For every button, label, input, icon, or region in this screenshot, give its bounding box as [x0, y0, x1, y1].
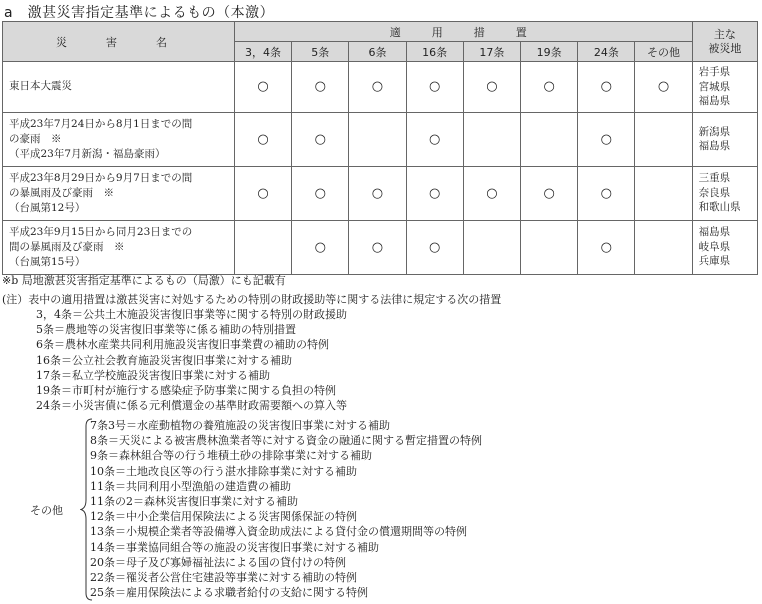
disaster-name-line: （台風第15号） — [9, 255, 86, 268]
region-name: 福島県 — [698, 140, 731, 152]
note-item: 24条＝小災害債に係る元利償還金の基準財政需要額への算入等 — [36, 399, 347, 413]
other-measures-list — [90, 418, 482, 600]
other-measure-item: 11条＝共同利用小型漁船の建造費の補助 — [90, 479, 291, 493]
region-name: 和歌山県 — [698, 201, 741, 214]
other-measure-item: 8条＝天災による被害農林漁業者等に対する資金の融通に関する暫定措置の特例 — [90, 434, 482, 448]
note-item: 5条＝農地等の災害復旧事業等に係る補助の特別措置 — [36, 323, 296, 337]
notes-title: (注）表中の適用措置は激甚災害に対処するための特別の財政援助等に関する法律に規定する次の措置 — [2, 293, 502, 306]
other-measure-item: 13条＝小規模企業者等設備導入資金助成法による貸付金の償還期間等の特例 — [90, 525, 467, 539]
note-item: 17条＝私立学校施設災害復旧事業に対する補助 — [36, 368, 270, 382]
other-measure-item: 25条＝雇用保険法による求職者給付の支給に関する特例 — [90, 586, 368, 600]
region-name: 岩手県 — [698, 66, 731, 78]
disaster-name-line: 平成23年7月24日から8月1日までの間 — [9, 117, 193, 130]
table-row — [3, 166, 758, 220]
applied-mark: ○ — [406, 166, 463, 220]
applied-mark: ○ — [292, 112, 349, 166]
region-header: 主な 被災地 — [692, 22, 757, 62]
notes-list — [36, 307, 347, 413]
applied-mark: ○ — [292, 220, 349, 274]
applied-mark: ○ — [349, 220, 406, 274]
region-cell — [692, 62, 757, 113]
applied-mark: ○ — [578, 220, 635, 274]
note-item: 6条＝農林水産業共同利用施設災害復旧事業費の補助の特例 — [36, 338, 329, 352]
disaster-name-line: 平成23年8月29日から9月7日までの間 — [9, 171, 193, 184]
table-row — [3, 62, 758, 113]
other-measure-item: 22条＝罹災者公営住宅建設等事業に対する補助の特例 — [90, 571, 357, 585]
measure-col-header: 16条 — [406, 42, 463, 62]
disaster-name-cell — [3, 112, 235, 166]
disaster-name-line: （台風第12号） — [9, 201, 86, 214]
region-name: 福島県 — [698, 226, 731, 239]
other-label: その他 — [30, 504, 63, 517]
disaster-name-line: （平成23年7月新潟・福島豪雨） — [9, 147, 166, 160]
region-cell — [692, 166, 757, 220]
note-item: 19条＝市町村が施行する感染症予防事業に関する負担の特例 — [36, 384, 336, 398]
empty-cell — [635, 220, 692, 274]
region-name: 兵庫県 — [698, 255, 731, 268]
region-name: 三重県 — [698, 172, 731, 185]
empty-cell — [521, 112, 578, 166]
region-cell — [692, 220, 757, 274]
other-measure-item: 12条＝中小企業信用保険法による災害関係保証の特例 — [90, 510, 357, 524]
disaster-name-header: 災 害 名 — [3, 22, 235, 62]
empty-cell — [521, 220, 578, 274]
empty-cell — [635, 112, 692, 166]
applied-mark: ○ — [578, 62, 635, 113]
other-measure-item: 14条＝事業協同組合等の施設の災害復旧事業に対する補助 — [90, 540, 379, 554]
footnote: ※b 局地激甚災害指定基準によるもの（局激）にも記載有 — [2, 274, 286, 287]
applied-mark: ○ — [406, 220, 463, 274]
region-name: 新潟県 — [698, 125, 731, 138]
applied-mark: ○ — [406, 112, 463, 166]
applied-mark: ○ — [635, 62, 692, 113]
applied-mark: ○ — [349, 166, 406, 220]
measure-col-header: 3，4条 — [234, 42, 291, 62]
table-row — [3, 220, 758, 274]
empty-cell — [234, 220, 291, 274]
region-name: 福島県 — [698, 95, 731, 107]
empty-cell — [463, 220, 520, 274]
empty-cell — [635, 166, 692, 220]
other-measure-item: 11条の2＝森林災害復旧事業に対する補助 — [90, 495, 298, 509]
empty-cell — [349, 112, 406, 166]
note-item: 16条＝公立社会教育施設災害復旧事業に対する補助 — [36, 353, 292, 367]
applied-mark: ○ — [578, 166, 635, 220]
other-measures-block — [30, 418, 750, 604]
region-name: 岐阜県 — [698, 240, 731, 253]
measures-table — [2, 21, 758, 275]
measure-col-header: 19条 — [521, 42, 578, 62]
applied-mark: ○ — [234, 112, 291, 166]
applied-mark: ○ — [521, 62, 578, 113]
applied-mark: ○ — [521, 166, 578, 220]
applied-mark: ○ — [463, 62, 520, 113]
disaster-name-line: 東日本大震災 — [9, 80, 72, 93]
measure-col-header: 5条 — [292, 42, 349, 62]
measure-col-header: 6条 — [349, 42, 406, 62]
measure-col-header: その他 — [635, 42, 692, 62]
applied-mark: ○ — [349, 62, 406, 113]
applied-mark: ○ — [463, 166, 520, 220]
disaster-name-line: 間の暴風雨及び豪雨 ※ — [9, 240, 125, 253]
table-row — [3, 112, 758, 166]
other-measure-item: 20条＝母子及び寡婦福祉法による国の貸付けの特例 — [90, 555, 346, 569]
applied-mark: ○ — [234, 166, 291, 220]
note-item: 3，4条＝公共土木施設災害復旧事業等に関する特別の財政援助 — [36, 308, 347, 321]
other-measure-item: 10条＝土地改良区等の行う湛水排除事業に対する補助 — [90, 464, 357, 478]
other-measure-item: 7条3号＝水産動植物の養殖施設の災害復旧事業に対する補助 — [90, 419, 390, 432]
measures-header: 適 用 措 置 — [234, 22, 692, 42]
empty-cell — [463, 112, 520, 166]
applied-mark: ○ — [406, 62, 463, 113]
disaster-name-line: 平成23年9月15日から同月23日までの — [9, 225, 193, 238]
region-cell — [692, 112, 757, 166]
disaster-name-cell — [3, 220, 235, 274]
disaster-name-line: の暴風雨及び豪雨 ※ — [9, 186, 114, 199]
measure-col-header: 17条 — [463, 42, 520, 62]
measure-col-header: 24条 — [578, 42, 635, 62]
section-heading: a 激甚災害指定基準によるもの（本激） — [4, 5, 275, 21]
applied-mark: ○ — [578, 112, 635, 166]
applied-mark: ○ — [234, 62, 291, 113]
region-name: 奈良県 — [698, 186, 731, 199]
applied-mark: ○ — [292, 166, 349, 220]
disaster-name-line: の豪雨 ※ — [9, 132, 62, 145]
region-name: 宮城県 — [698, 80, 731, 93]
disaster-name-cell — [3, 62, 235, 113]
disaster-name-cell — [3, 166, 235, 220]
applied-mark: ○ — [292, 62, 349, 113]
other-measure-item: 9条＝森林組合等の行う堆積土砂の排除事業に対する補助 — [90, 449, 372, 463]
